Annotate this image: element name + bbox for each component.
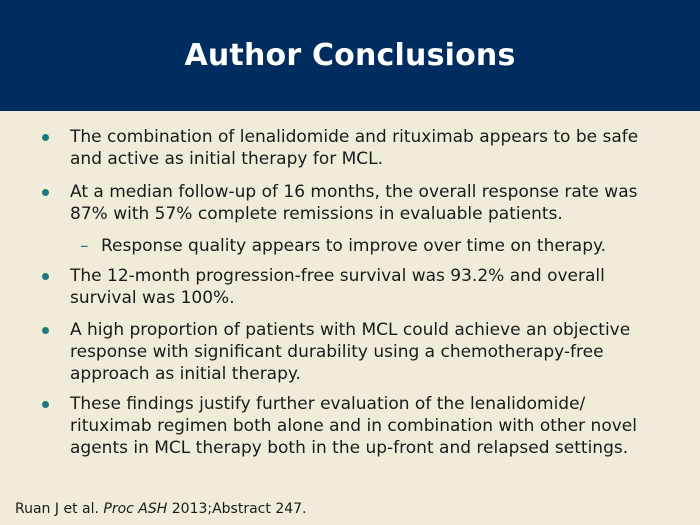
bullet-dot-icon <box>42 189 49 196</box>
bullet-dot-icon <box>42 401 49 408</box>
bullet-text: These findings justify further evaluation of the lenalidomide/ rituximab regimen both alone and in combination with other novel agents in MCL therapy both in the up-front and relapsed settings. <box>70 394 637 458</box>
citation-authors: Ruan J et al. <box>15 501 99 517</box>
slide-title: Author Conclusions <box>184 38 516 73</box>
bullet-text: A high proportion of patients with MCL could achieve an objective response with significant durability using a chemotherapy-free approach as initial therapy. <box>70 320 631 384</box>
bullet-text: The combination of lenalidomide and rituximab appears to be safe and active as initial therapy for MCL. <box>70 127 639 169</box>
sub-bullet-text: Response quality appears to improve over time on therapy. <box>101 236 607 256</box>
citation-journal: Proc ASH <box>103 501 168 517</box>
bullet-text: At a median follow-up of 16 months, the overall response rate was 87% with 57% complete remissions in evaluable patients. <box>70 182 638 224</box>
citation-details: 2013;Abstract 247. <box>171 501 307 517</box>
bullet-dot-icon <box>42 273 49 280</box>
bullet-dot-icon <box>42 134 49 141</box>
dash-marker: – <box>80 236 89 256</box>
bullet-text: The 12-month progression-free survival was 93.2% and overall survival was 100%. <box>70 266 605 308</box>
bullet-dot-icon <box>42 327 49 334</box>
citation <box>15 499 307 519</box>
